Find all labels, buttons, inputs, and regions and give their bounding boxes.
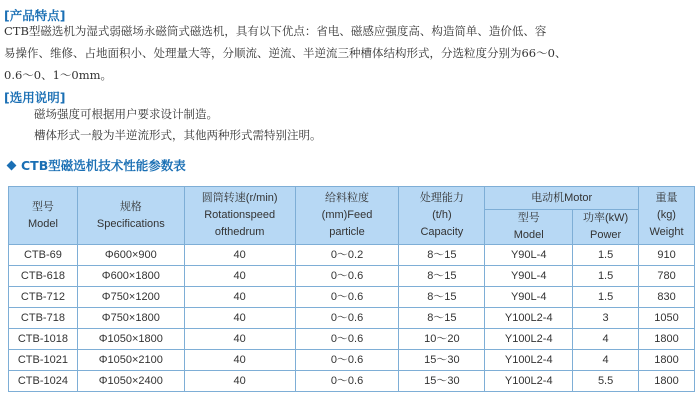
cell-motor-model: Y90L-4 [485,266,573,287]
cell-speed: 40 [184,266,295,287]
guide-text-line-2: 槽体形式一般为半逆流形式，其他两种形式需特别注明。 [34,128,322,142]
cell-feed: 0～0.6 [295,287,399,308]
header-capacity: 处理能力 (t/h) Capacity [399,187,485,245]
cell-speed: 40 [184,245,295,266]
cell-speed: 40 [184,371,295,392]
cell-motor-model: Y100L2-4 [485,308,573,329]
table-row [9,350,695,371]
table-title [4,156,186,174]
cell-weight: 830 [639,287,695,308]
cell-motor-model: Y90L-4 [485,287,573,308]
diamond-bullet-icon [7,161,17,171]
cell-power: 1.5 [573,266,639,287]
table-row [9,245,695,266]
cell-power: 1.5 [573,287,639,308]
cell-speed: 40 [184,329,295,350]
header-spec: 规格 Specifications [77,187,184,245]
cell-capacity: 15～30 [399,350,485,371]
cell-speed: 40 [184,308,295,329]
features-heading: [产品特点] [4,8,66,23]
header-feed-size: 给料粒度 (mm)Feed particle [295,187,399,245]
features-text-line-3: 0.6～0、1～0mm。 [4,68,113,82]
cell-speed: 40 [184,350,295,371]
cell-spec: Φ1050×2400 [77,371,184,392]
cell-capacity: 8～15 [399,245,485,266]
cell-weight: 1800 [639,371,695,392]
header-motor-power: 功率(kW) Power [573,210,639,245]
cell-model: CTB-718 [9,308,78,329]
header-motor-group: 电动机Motor [485,187,639,210]
cell-feed: 0～0.6 [295,371,399,392]
cell-capacity: 15～30 [399,371,485,392]
cell-motor-model: Y100L2-4 [485,350,573,371]
cell-weight: 1800 [639,350,695,371]
cell-spec: Φ1050×2100 [77,350,184,371]
cell-model: CTB-712 [9,287,78,308]
header-drum-speed: 圆筒转速(r/min) Rotationspeed ofthedrum [184,187,295,245]
cell-spec: Φ1050×1800 [77,329,184,350]
cell-speed: 40 [184,287,295,308]
cell-spec: Φ750×1200 [77,287,184,308]
cell-capacity: 8～15 [399,266,485,287]
cell-power: 3 [573,308,639,329]
table-row [9,329,695,350]
selection-guide-heading: [选用说明] [4,90,66,105]
cell-feed: 0～0.6 [295,329,399,350]
cell-capacity: 8～15 [399,287,485,308]
cell-model: CTB-618 [9,266,78,287]
spec-table [8,186,695,392]
cell-feed: 0～0.2 [295,245,399,266]
table-row [9,266,695,287]
cell-feed: 0～0.6 [295,266,399,287]
cell-model: CTB-1021 [9,350,78,371]
cell-weight: 910 [639,245,695,266]
cell-feed: 0～0.6 [295,308,399,329]
features-text-line-2: 易操作、维修、占地面积小、处理量大等，分顺流、逆流、半逆流三种槽体结构形式，分选粒度分别为66～0、 [4,46,567,60]
cell-power: 5.5 [573,371,639,392]
cell-capacity: 10～20 [399,329,485,350]
cell-spec: Φ600×1800 [77,266,184,287]
cell-motor-model: Y90L-4 [485,245,573,266]
cell-motor-model: Y100L2-4 [485,329,573,350]
cell-motor-model: Y100L2-4 [485,371,573,392]
cell-power: 4 [573,329,639,350]
cell-spec: Φ750×1800 [77,308,184,329]
table-row [9,371,695,392]
cell-capacity: 8～15 [399,308,485,329]
table-row [9,287,695,308]
cell-spec: Φ600×900 [77,245,184,266]
features-text-line-1: CTB型磁选机为湿式弱磁场永磁筒式磁选机，具有以下优点：省电、磁感应强度高、构造简单、造价低、容 [4,24,547,38]
cell-model: CTB-69 [9,245,78,266]
cell-weight: 1050 [639,308,695,329]
cell-model: CTB-1024 [9,371,78,392]
header-motor-model: 型号 Model [485,210,573,245]
header-model: 型号 Model [9,187,78,245]
cell-weight: 780 [639,266,695,287]
header-weight: 重量 (kg) Weight [639,187,695,245]
cell-model: CTB-1018 [9,329,78,350]
cell-feed: 0～0.6 [295,350,399,371]
table-title-text: CTB型磁选机技术性能参数表 [21,158,186,173]
cell-weight: 1800 [639,329,695,350]
table-body [9,245,695,392]
cell-power: 1.5 [573,245,639,266]
cell-power: 4 [573,350,639,371]
table-row [9,308,695,329]
guide-text-line-1: 磁场强度可根据用户要求设计制造。 [34,107,218,121]
